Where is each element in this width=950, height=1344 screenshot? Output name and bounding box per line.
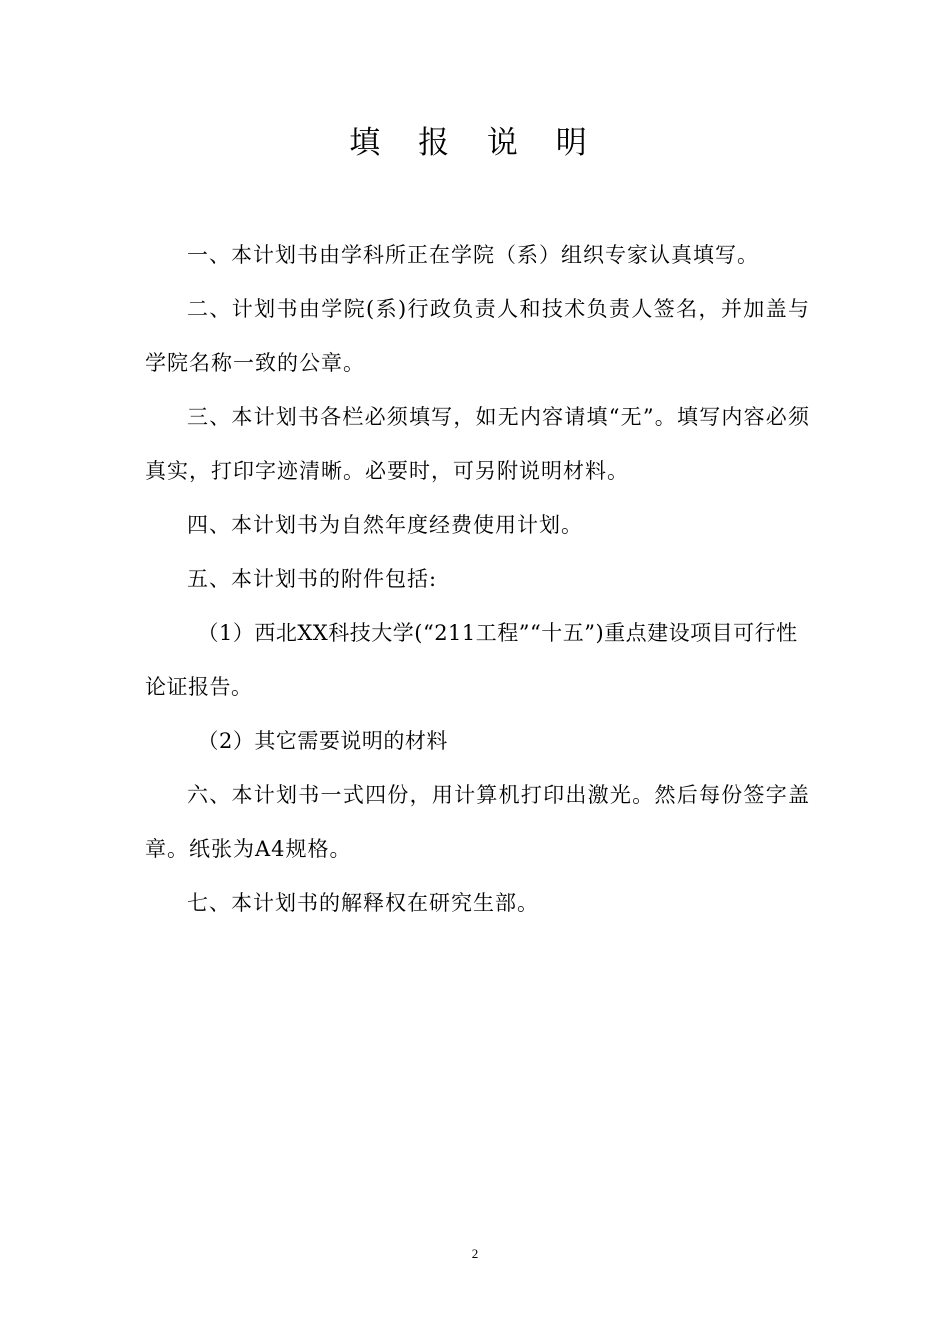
attachment-item-2: （2）其它需要说明的材料 — [197, 729, 448, 753]
instructions-body — [145, 228, 810, 930]
instruction-item-3: 三、本计划书各栏必须填写，如无内容请填“无”。填写内容必须真实，打印字迹清晰。必要时，可另附说明材料。 — [145, 405, 810, 483]
instruction-item-4: 四、本计划书为自然年度经费使用计划。 — [187, 513, 583, 537]
instruction-item-5: 五、本计划书的附件包括: — [187, 567, 438, 591]
instruction-item-2: 二、计划书由学院(系)行政负责人和技术负责人签名，并加盖与学院名称一致的公章。 — [145, 297, 810, 375]
attachment-item-1: （1）西北XX科技大学(“211工程”“十五”)重点建设项目可行性论证报告。 — [145, 621, 798, 699]
instruction-item-6: 六、本计划书一式四份，用计算机打印出激光。然后每份签字盖章。纸张为A4规格。 — [145, 783, 810, 861]
page-number: 2 — [471, 1246, 479, 1261]
page-title: 填 报 说 明 — [349, 125, 601, 161]
instruction-item-7: 七、本计划书的解释权在研究生部。 — [187, 891, 539, 915]
instruction-item-1: 一、本计划书由学科所正在学院（系）组织专家认真填写。 — [187, 243, 759, 267]
